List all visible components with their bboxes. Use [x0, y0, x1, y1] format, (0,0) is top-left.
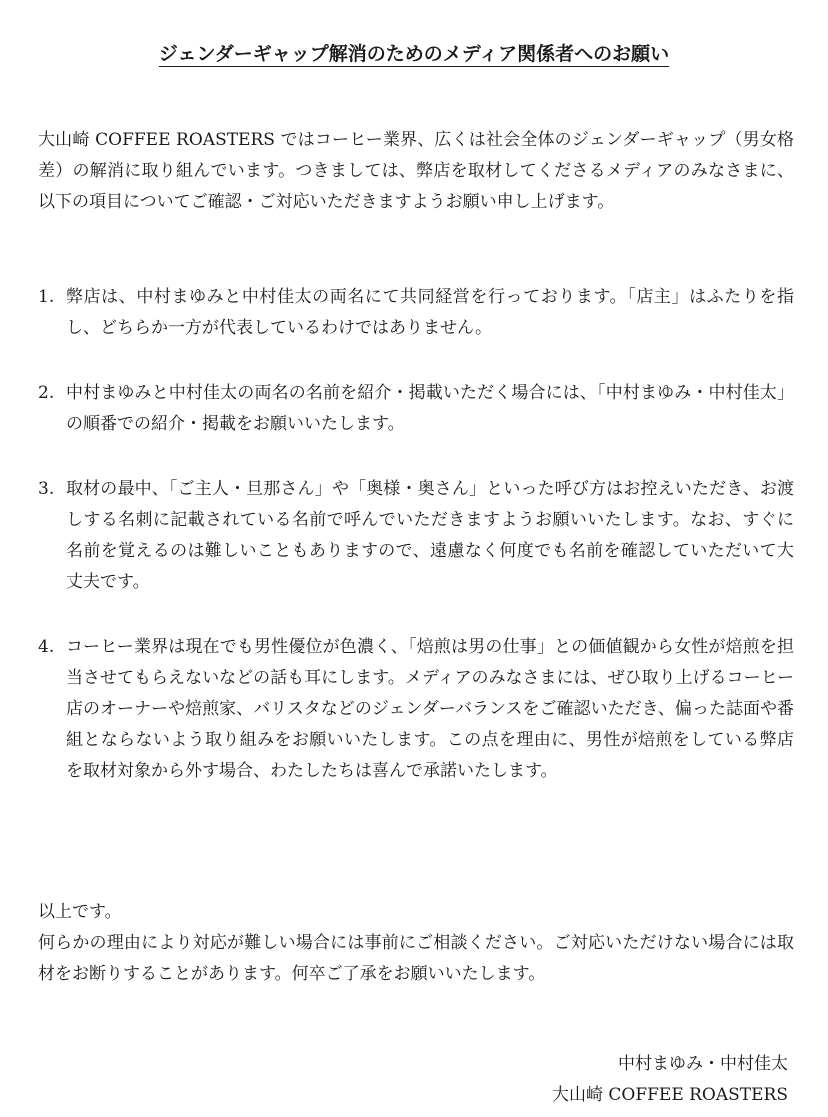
item-text: コーヒー業界は現在でも男性優位が色濃く、「焙煎は男の仕事」との価値観から女性が焙煎を担当させてもらえないなどの話も耳にします。メディアのみなさまには、ぜひ取り上げるコーヒー店のオーナーや焙煎家、バリスタなどのジェンダーバランスをご確認いただき、偏った誌面や番組とならないよう取り組みをお願いいたします。この点を理由に、男性が焙煎をしている弊店を取材対象から外す場合、わたしたちは喜んで承諾いたします。	[66, 637, 794, 781]
list-item	[38, 474, 794, 598]
document-title	[0, 38, 828, 70]
closing-line-2: 何らかの理由により対応が難しい場合には事前にご相談ください。ご対応いただけない場合には取材をお断りすることがあります。何卒ご了承をお願いいたします。	[38, 933, 794, 984]
list-item	[38, 282, 794, 344]
item-number: 1.	[38, 287, 55, 307]
list-item	[38, 632, 794, 787]
signature-names: 中村まゆみ・中村佳太	[618, 1054, 788, 1074]
closing-section	[38, 897, 794, 990]
signature-shop: 大山崎 COFFEE ROASTERS	[551, 1085, 788, 1105]
item-text: 弊店は、中村まゆみと中村佳太の両名にて共同経営を行っております。「店主」はふたりを指し、どちらか一方が代表しているわけではありません。	[66, 287, 794, 338]
item-text: 取材の最中、「ご主人・旦那さん」や「奥様・奥さん」といった呼び方はお控えいただき、お渡しする名刺に記載されている名前で呼んでいただきますようお願いいたします。なお、すぐに名前を覚えるのは難しいこともありますので、遠慮なく何度でも名前を確認していただいて大丈夫です。	[66, 479, 794, 592]
item-number: 2.	[38, 383, 55, 403]
item-number: 4.	[38, 637, 55, 657]
closing-line-1: 以上です。	[38, 902, 122, 922]
title-text: ジェンダーギャップ解消のためのメディア関係者へのお願い	[158, 43, 670, 65]
signature-block	[552, 1049, 788, 1111]
list-item	[38, 378, 794, 440]
intro-paragraph	[38, 125, 794, 218]
request-list	[38, 282, 794, 821]
item-text: 中村まゆみと中村佳太の両名の名前を紹介・掲載いただく場合には、「中村まゆみ・中村佳太」の順番での紹介・掲載をお願いいたします。	[66, 383, 794, 434]
item-number: 3.	[38, 479, 55, 499]
intro-text: 大山崎 COFFEE ROASTERS ではコーヒー業界、広くは社会全体のジェンダーギャップ（男女格差）の解消に取り組んでいます。つきましては、弊店を取材してくださるメディアのみなさまに、以下の項目についてご確認・ご対応いただきますようお願い申し上げます。	[38, 130, 794, 212]
